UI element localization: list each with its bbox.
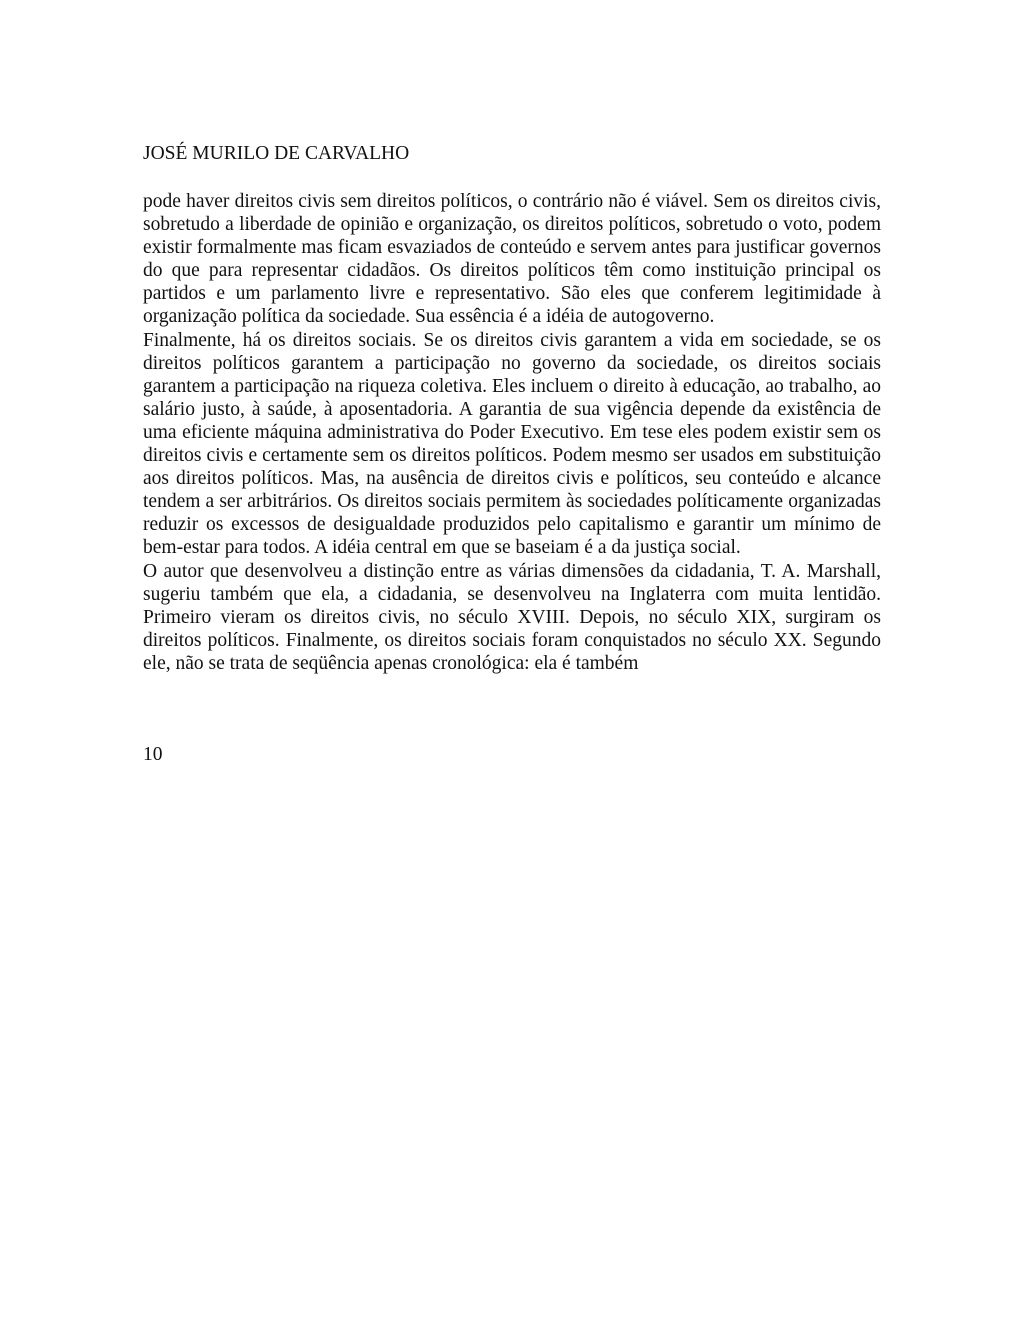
paragraph: O autor que desenvolveu a distinção entre as várias dimensões da cidadania, T. A. Marshall, sugeriu também que ela, a cidadania, se desenvolveu na Inglaterra com muita lentidão. Primeiro vieram os direitos civis, no século XVIII. Depois, no século XIX, surgiram os direitos políticos. Finalmente, os direitos sociais foram conquistados no século XX. Segundo ele, não se trata de seqüência apenas cronológica: ela é também (143, 560, 881, 674)
running-header: JOSÉ MURILO DE CARVALHO (143, 143, 410, 164)
paragraph: pode haver direitos civis sem direitos políticos, o contrário não é viável. Sem os direitos civis, sobretudo a liberdade de opinião e organização, os direitos políticos, sobretudo o voto, podem existir formalmente mas ficam esvaziados de conteúdo e servem antes para justificar governos do que para representar cidadãos. Os direitos políticos têm como instituição principal os partidos e um parlamento livre e representativo. São eles que conferem legitimidade à organização política da sociedade. Sua essência é a idéia de autogoverno. (143, 191, 881, 328)
body-text (143, 190, 881, 675)
paragraph: Finalmente, há os direitos sociais. Se os direitos civis garantem a vida em sociedade, se os direitos políticos garantem a participação no governo da sociedade, os direitos sociais garantem a participação na riqueza coletiva. Eles incluem o direito à educação, ao trabalho, ao salário justo, à saúde, à aposentadoria. A garantia de sua vigência depende da existência de uma eficiente máquina administrativa do Poder Executivo. Em tese eles podem existir sem os direitos civis e certamente sem os direitos políticos. Podem mesmo ser usados em substituição aos direitos políticos. Mas, na ausência de direitos civis e políticos, seu conteúdo e alcance tendem a ser arbitrários. Os direitos sociais permitem às sociedades políticamente organizadas reduzir os excessos de desigualdade produzidos pelo capitalismo e garantir um mínimo de bem-estar para todos. A idéia central em que se baseiam é a da justiça social. (143, 329, 881, 559)
page-number: 10 (143, 744, 163, 765)
